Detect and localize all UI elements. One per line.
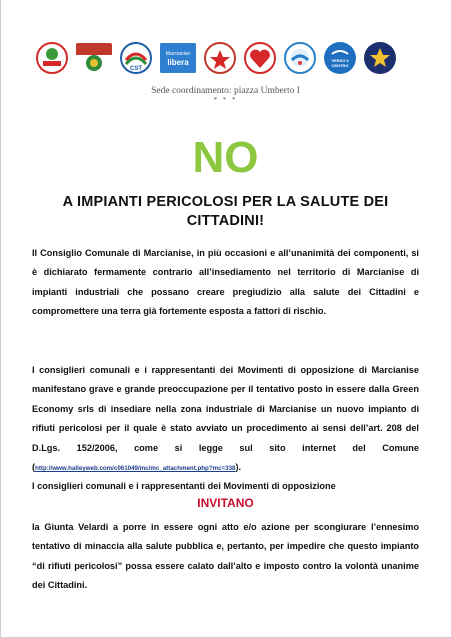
heart-icon [246,44,274,72]
svg-text:VERSO il: VERSO il [331,58,349,63]
heart-logo [244,42,276,74]
headline: A IMPIANTI PERICOLOSI PER LA SALUTE DEI CITTADINI! [62,194,389,229]
cst-logo [120,42,152,74]
coordination-address: Sede coordinamento: piazza Umberto I [151,86,300,96]
paragraph-opposition: I consiglieri comunali e i rappresentanti dei Movimenti di opposizione [32,481,336,491]
svg-text:CST: CST [130,66,142,72]
sel-logo [284,42,316,74]
sel-emblem [286,44,314,72]
paragraph-council: Il Consiglio Comunale di Marcianise, in più occasioni e all’unanimità dei componenti, si è dichiarato fermamente contrario all’insediamento nel territorio di Marcianise di impianti industriali che possano creare pregiudizio alla salute dei Cittadini e compromettere una terra già fortemente esposta a fattori di rischio. [32,248,419,317]
cst-emblem [122,44,150,72]
marcianise-libera-logo [160,43,196,73]
verso-il-centro-emblem [324,42,356,74]
invitano-heading: INVITANO [197,496,254,510]
movimento-logo [204,42,236,74]
link-close-paren: ). [235,462,242,473]
paragraph-concern [32,361,419,478]
no-title: NO [192,133,259,182]
svg-text:libera: libera [167,58,189,67]
party-logos-row [36,38,396,78]
svg-text:CENTRO: CENTRO [331,63,349,68]
sinistra-ecologia-emblem [76,43,112,73]
sinistra-ecologia-logo [76,43,112,73]
movimento-emblem [206,44,234,72]
marcianise-libera-emblem [160,43,196,73]
star-logo [364,42,396,74]
link-open-paren: ( [32,462,36,473]
verso-il-centro-logo [324,42,356,74]
marcianise-democratica-emblem [38,44,66,72]
marcianise-democratica-logo [36,42,68,74]
paragraph-concern-text: I consiglieri comunali e i rappresentanti dei Movimenti di opposizione di Marcianise manifestano grave e grande preoccupazione per il tentativo posto in essere dalla Green Economy srls di insediare nella zona industriale di Marcianise un nuovo impianto di rifiuti pericolosi per il quale è stato avviato un procedimento ai sensi dell’art. 208 del D.Lgs. 152/2006, come si legge sul sito internet del Comune [32,365,419,453]
svg-text:Marcianise: Marcianise [165,51,191,57]
comune-website-link[interactable]: http://www.halleyweb.com/c061049/mc/mc_attachment.php?mc=338 [35,465,236,473]
paragraph-request: la Giunta Velardi a porre in essere ogni atto e/o azione per scongiurare l’ennesimo tentativo di minaccia alla salute pubblica e, pertanto, per impedire che questo impianto “di rifiuti pericolosi” possa essere calato dall’alto e imposto contro la volontà unanime dei Cittadini. [32,522,419,591]
separator-stars: * * * [213,96,238,104]
star-icon [364,42,396,74]
